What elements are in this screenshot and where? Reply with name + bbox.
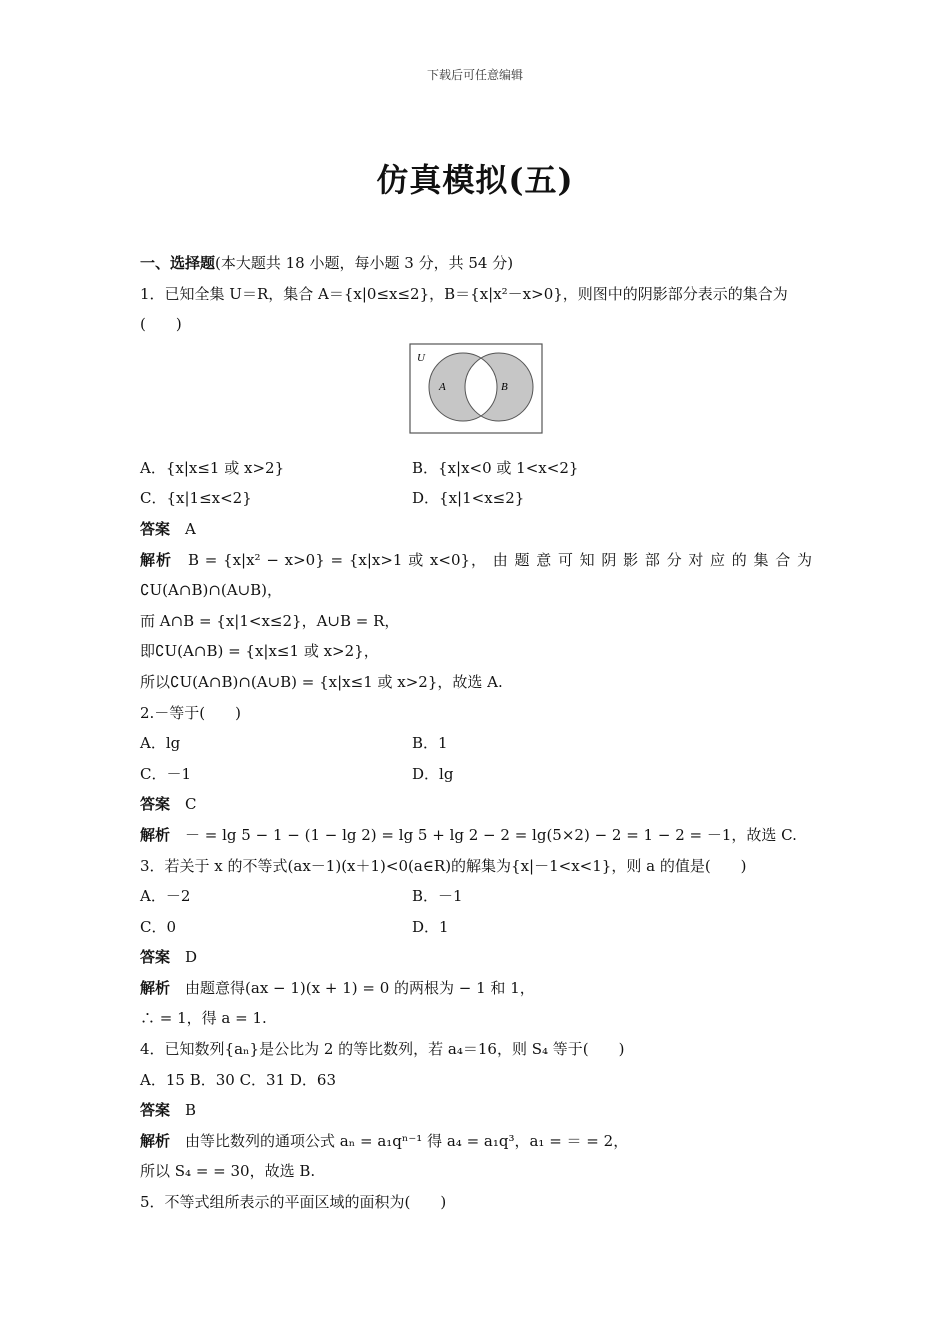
q3-option-b: B．－1: [412, 887, 463, 906]
venn-diagram: [409, 343, 543, 434]
q3-option-a: A．－2: [140, 887, 191, 906]
venn-label-u: U: [417, 351, 425, 364]
q2-option-c: C．－1: [140, 764, 192, 783]
q3-options-row-1: [140, 881, 812, 912]
q4-analysis-text-1: 由等比数列的通项公式 aₙ = a₁qⁿ⁻¹ 得 a₄ = a₁q³，a₁ = ＝ = 2，: [185, 1131, 629, 1150]
q1-options-row-2: [140, 483, 812, 514]
q1-stem: 1．已知全集 U＝R，集合 A＝{x|0≤x≤2}，B＝{x|x²－x>0}，则图中的阴影部分表示的集合为( ): [140, 284, 788, 334]
q2-analysis-label: 解析: [140, 825, 171, 844]
q3-analysis-line-2: ∴ = 1，得 a = 1.: [140, 1009, 267, 1028]
q3-stem: 3．若关于 x 的不等式(ax－1)(x＋1)<0(a∈R)的解集为{x|－1<x<1}，则 a 的值是( ): [140, 856, 747, 875]
q5-stem: 5．不等式组所表示的平面区域的面积为( ): [140, 1193, 447, 1212]
q4-stem: 4．已知数列{aₙ}是公比为 2 的等比数列，若 a₄＝16，则 S₄ 等于( ): [140, 1040, 625, 1059]
q3-analysis-line-1: [140, 973, 812, 1004]
q1-answer: [140, 514, 812, 545]
q1-answer-label: 答案: [140, 519, 171, 538]
section-heading: [140, 248, 812, 279]
q4-answer: [140, 1095, 812, 1126]
q2-answer-label: 答案: [140, 795, 171, 814]
q2-options-row-2: [140, 759, 812, 790]
q2-options-row-1: [140, 728, 812, 759]
q4-analysis-line-2: 所以 S₄ = = 30，故选 B.: [140, 1162, 316, 1181]
q4-analysis-label: 解析: [140, 1131, 171, 1150]
q3-option-d: D．1: [412, 917, 449, 936]
q1-option-c: C．{x|1≤x<2}: [140, 489, 252, 508]
q2-stem: 2.－等于( ): [140, 703, 242, 722]
venn-label-a: A: [439, 380, 446, 393]
q1-analysis-line-2: ∁U(A∩B)∩(A∪B)，: [140, 581, 283, 600]
q1-analysis-line-5: 所以∁U(A∩B)∩(A∪B) = {x|x≤1 或 x>2}，故选 A.: [140, 672, 503, 691]
document-body: [140, 248, 812, 1218]
q3-answer-value: D: [185, 948, 198, 967]
q2-analysis-text: － = lg 5 − 1 − (1 − lg 2) = lg 5 + lg 2 − 2 = lg(5×2) − 2 = 1 − 2 = －1，故选 C.: [185, 825, 797, 844]
q4-answer-label: 答案: [140, 1101, 171, 1120]
q3-answer: [140, 942, 812, 973]
section-heading-label: 一、选择题: [140, 254, 216, 272]
q4-options: A．15 B．30 C．31 D．63: [140, 1070, 337, 1089]
q4-answer-value: B: [185, 1101, 197, 1120]
q3-analysis-text-1: 由题意得(ax − 1)(x + 1) = 0 的两根为 − 1 和 1，: [185, 978, 535, 997]
q1-options-row-1: [140, 453, 812, 484]
page-title: 仿真模拟(五): [376, 161, 574, 199]
q1-option-a: A．{x|x≤1 或 x>2}: [140, 458, 285, 477]
q2-option-d: D．lg: [412, 764, 454, 783]
q3-options-row-2: [140, 912, 812, 943]
q1-analysis-text-1: B = {x|x² − x>0} = {x|x>1 或 x<0}， 由 题 意 可 知 阴 影 部 分 对 应 的 集 合 为: [187, 550, 812, 569]
q1-option-d: D．{x|1<x≤2}: [412, 489, 525, 508]
q2-analysis: [140, 820, 812, 851]
q1-option-b: B．{x|x<0 或 1<x<2}: [412, 458, 579, 477]
q3-answer-label: 答案: [140, 948, 171, 967]
section-note: (本大题共 18 小题，每小题 3 分，共 54 分): [215, 254, 514, 272]
q1-analysis-line-1: [140, 545, 812, 576]
header-note: 下载后可任意编辑: [426, 68, 523, 82]
q1-answer-value: A: [185, 519, 196, 538]
q2-answer: [140, 789, 812, 820]
q2-option-a: A．lg: [140, 734, 181, 753]
q1-analysis-label: 解析: [140, 550, 172, 569]
q3-analysis-label: 解析: [140, 978, 171, 997]
q4-analysis-line-1: [140, 1126, 812, 1157]
q2-option-b: B．1: [412, 734, 448, 753]
q1-analysis-line-4: 即∁U(A∩B) = {x|x≤1 或 x>2}，: [140, 642, 379, 661]
q3-option-c: C．0: [140, 917, 177, 936]
q1-analysis-line-3: 而 A∩B = {x|1<x≤2}，A∪B = R，: [140, 611, 400, 630]
q2-answer-value: C: [185, 795, 197, 814]
venn-label-b: B: [501, 380, 508, 393]
venn-diagram-container: [140, 343, 812, 447]
